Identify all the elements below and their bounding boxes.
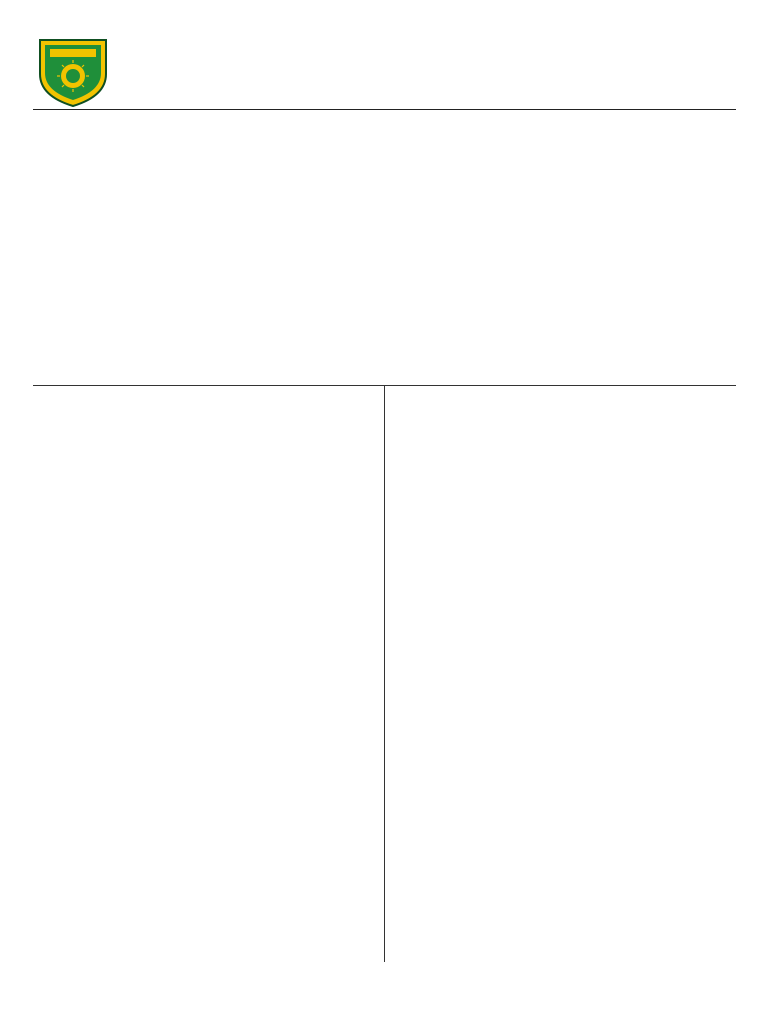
school-logo: [36, 30, 110, 108]
header-divider: [33, 109, 736, 110]
header-ids: [118, 92, 758, 104]
column-divider: [384, 386, 385, 962]
